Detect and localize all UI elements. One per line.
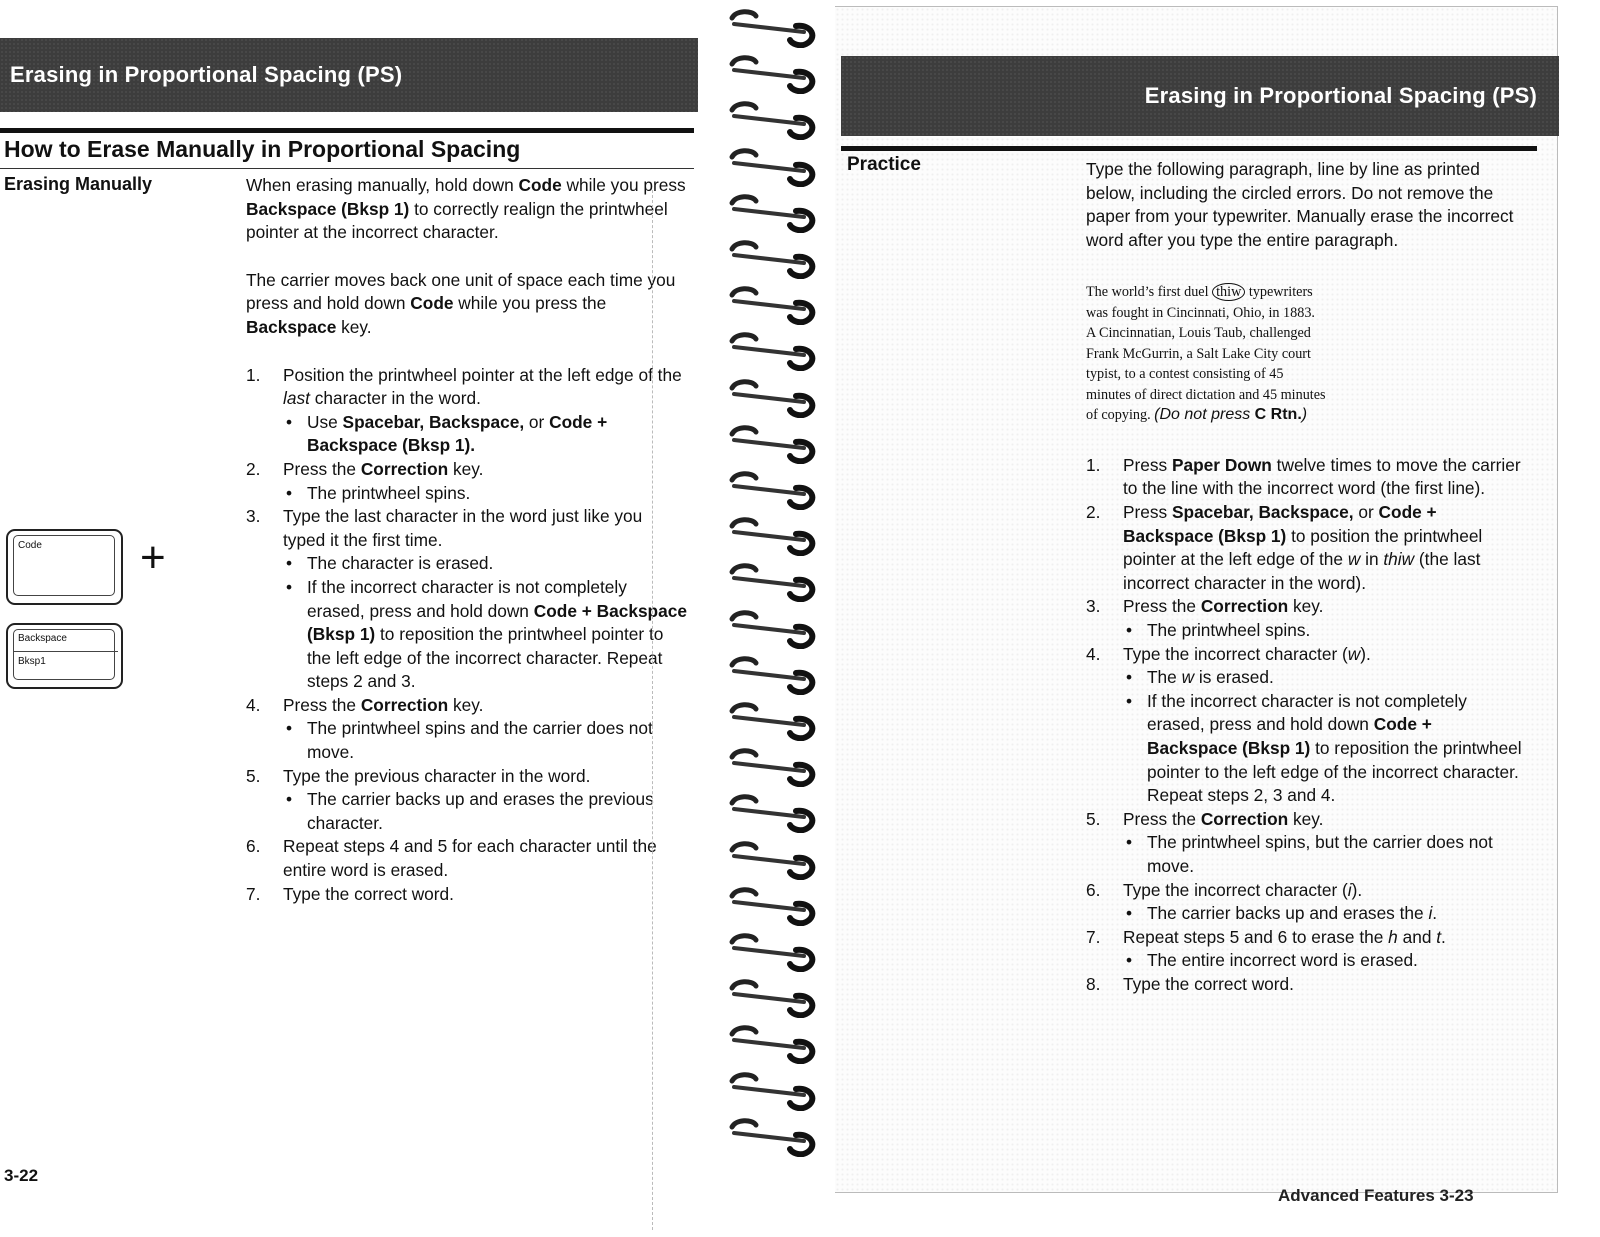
step-item xyxy=(1086,643,1522,808)
step-number: 3. xyxy=(1086,596,1101,617)
text-run: ). xyxy=(1360,643,1371,664)
bullet-item xyxy=(283,788,688,835)
bullet-icon: • xyxy=(1126,620,1133,641)
bullet-item xyxy=(1123,902,1522,926)
backspace-key-icon xyxy=(6,623,123,689)
step-text xyxy=(1123,643,1522,667)
step-item xyxy=(1086,973,1522,997)
text-run: twelve times to move the carrier to the line with the incorrect word (the first line). xyxy=(1123,454,1521,499)
step-number: 7. xyxy=(246,883,261,904)
backspace-key-label: Backspace xyxy=(18,633,67,644)
text-run: When erasing manually, hold down xyxy=(246,175,519,195)
step-item xyxy=(246,364,688,458)
bullet-icon: • xyxy=(1126,950,1133,971)
text-run: The printwheel spins, but the carrier does not move. xyxy=(1147,832,1493,876)
text-run: is erased. xyxy=(1194,667,1274,688)
step-number: 5. xyxy=(246,765,261,786)
text-run: The xyxy=(1147,667,1182,688)
text-run: key. xyxy=(448,458,484,479)
text-run: Type the correct word. xyxy=(283,883,454,904)
sample-line xyxy=(1086,303,1522,324)
bksp-key-label: Bksp1 xyxy=(18,656,46,667)
spiral-coil-icon xyxy=(726,378,816,418)
bullet-text xyxy=(1147,691,1522,805)
step-text xyxy=(1123,879,1522,903)
spiral-coil-icon xyxy=(726,609,816,649)
code-key-icon xyxy=(6,529,123,605)
circled-error: thiw xyxy=(1212,283,1245,301)
step-number: 5. xyxy=(1086,808,1101,829)
bullet-item xyxy=(1123,666,1522,690)
step-item xyxy=(246,458,688,505)
spiral-coil-icon xyxy=(726,100,816,140)
section-rule xyxy=(841,146,1537,151)
practice-steps-list xyxy=(1086,454,1522,997)
bullet-text xyxy=(1147,832,1493,876)
text-run: to reposition the printwheel pointer to the left edge of the incorrect character. Repeat steps 2, 3 and 4. xyxy=(1147,738,1522,806)
step-number: 4. xyxy=(1086,643,1101,664)
left-page xyxy=(0,0,700,1237)
practice-intro: Type the following paragraph, line by line as printed below, including the circled errors. Do not remove the paper from your typewriter. Manually erase the incorrect word after you type the entire paragraph. xyxy=(1086,159,1514,250)
thin-rule xyxy=(0,168,694,169)
spiral-coil-icon xyxy=(726,470,816,510)
bullet-item xyxy=(283,717,688,764)
text-run: and xyxy=(1397,926,1437,947)
step-item xyxy=(246,835,688,882)
left-body xyxy=(246,174,688,906)
spiral-coil-icon xyxy=(726,147,816,187)
sample-text: The world’s first duel xyxy=(1086,284,1213,301)
text-run: key. xyxy=(1288,808,1324,829)
spiral-coil-icon xyxy=(726,1071,816,1111)
sample-line xyxy=(1086,323,1522,344)
text-run: Type the previous character in the word. xyxy=(283,765,591,786)
bullet-text xyxy=(307,412,607,456)
bullet-item xyxy=(283,576,688,694)
text-run: The entire incorrect word is erased. xyxy=(1147,950,1418,971)
sample-text: typist, to a contest consisting of 45 xyxy=(1086,366,1284,383)
text-run: character in the word. xyxy=(309,388,481,409)
step-number: 2. xyxy=(246,458,261,479)
text-run: If the incorrect character is not completely erased, press and hold down xyxy=(307,576,627,621)
steps-list xyxy=(246,364,688,907)
step-text xyxy=(1123,501,1522,595)
sample-line xyxy=(1086,282,1522,303)
text-run: to position the printwheel pointer at the left edge of the xyxy=(1123,525,1483,570)
text-run: Use xyxy=(307,411,343,432)
side-heading-practice: Practice xyxy=(847,154,921,175)
bullet-list xyxy=(1123,666,1522,808)
spiral-coil-icon xyxy=(726,239,816,279)
sample-text: A Cincinnatian, Louis Taub, challenged xyxy=(1086,325,1311,342)
spiral-coil-icon xyxy=(726,1117,816,1157)
key-name-text: Backspace xyxy=(246,316,337,337)
bullet-text xyxy=(307,718,653,762)
step-text xyxy=(283,505,688,552)
step-text xyxy=(1123,973,1522,997)
left-banner xyxy=(0,38,698,112)
spiral-coil-icon xyxy=(726,8,816,48)
side-heading-erasing-manually: Erasing Manually xyxy=(4,174,153,194)
bullet-icon: • xyxy=(1126,690,1133,711)
text-run: in xyxy=(1360,549,1384,570)
bullet-text xyxy=(307,789,654,833)
step-text xyxy=(283,458,688,482)
text-run: The carrier backs up and erases the previous character. xyxy=(307,789,654,833)
text-run: The carrier backs up and erases the xyxy=(1147,903,1429,924)
bullet-text xyxy=(307,553,493,573)
code-key-label: Code xyxy=(18,540,42,551)
text-run: or xyxy=(524,411,550,432)
text-run: to reposition the printwheel pointer to the left edge of the incorrect character. Repeat steps 2 and 3. xyxy=(307,624,664,692)
spiral-coil-icon xyxy=(726,193,816,233)
text-run: Type the incorrect character ( xyxy=(1123,879,1348,900)
spiral-coil-icon xyxy=(726,655,816,695)
key-name-text: Correction xyxy=(1200,808,1289,829)
step-text xyxy=(283,835,688,882)
step-item xyxy=(1086,595,1522,642)
right-banner xyxy=(841,56,1559,136)
step-text xyxy=(283,765,688,789)
plus-sign: + xyxy=(140,533,166,582)
bullet-text xyxy=(1147,667,1274,687)
intro-paragraph xyxy=(246,269,688,340)
step-number: 6. xyxy=(1086,879,1101,900)
key-name-text: C Rtn. xyxy=(1254,406,1302,424)
emphasis-text: w xyxy=(1347,549,1361,570)
text-run: The printwheel spins. xyxy=(307,482,471,503)
bullet-icon: • xyxy=(286,482,293,503)
bullet-item xyxy=(283,482,688,506)
spiral-coil-icon xyxy=(726,932,816,972)
step-item xyxy=(246,505,688,694)
bullet-item xyxy=(283,552,688,576)
spiral-coil-icon xyxy=(726,331,816,371)
key-name-text: Code xyxy=(518,175,562,195)
bullet-icon: • xyxy=(1126,667,1133,688)
bullet-icon: • xyxy=(286,718,293,739)
right-banner-title: Erasing in Proportional Spacing (PS) xyxy=(1144,83,1537,108)
sample-text: of copying. xyxy=(1086,407,1155,424)
key-name-text: Code + Backspace (Bksp 1) xyxy=(307,600,687,645)
bullet-list xyxy=(283,482,688,506)
spiral-coil-icon xyxy=(726,747,816,787)
emphasis-text: ) xyxy=(1301,406,1308,424)
step-item xyxy=(246,694,688,765)
bullet-list xyxy=(1123,831,1522,878)
bullet-icon: • xyxy=(286,576,293,597)
text-run: or xyxy=(1353,502,1379,523)
bullet-list xyxy=(1123,619,1522,643)
text-run: while you press the xyxy=(453,293,607,314)
bullet-item xyxy=(1123,619,1522,643)
text-run: key. xyxy=(1288,596,1324,617)
emphasis-text: (Do not press xyxy=(1154,406,1255,424)
text-run: . xyxy=(1432,903,1438,924)
spiral-coil-icon xyxy=(726,701,816,741)
text-run: Press xyxy=(1123,502,1172,523)
bullet-list xyxy=(283,552,688,694)
section-rule xyxy=(0,128,694,133)
text-run: The character is erased. xyxy=(307,553,494,574)
step-number: 6. xyxy=(246,836,261,857)
spiral-coil-icon xyxy=(726,285,816,325)
spiral-coil-icon xyxy=(726,840,816,880)
bullet-icon: • xyxy=(1126,903,1133,924)
key-name-text: Spacebar, Backspace, xyxy=(342,411,525,432)
key-name-text: Correction xyxy=(1200,596,1289,617)
key-name-text: Correction xyxy=(360,458,449,479)
text-run: (the last incorrect character in the word). xyxy=(1123,549,1481,593)
step-item xyxy=(1086,454,1522,501)
step-item xyxy=(1086,926,1522,973)
text-run: . xyxy=(1441,926,1446,947)
text-run: Press the xyxy=(1123,808,1201,829)
key-name-text: Code + Backspace (Bksp 1). xyxy=(307,411,608,456)
step-number: 2. xyxy=(1086,502,1101,523)
text-run: Press the xyxy=(283,694,361,715)
sample-text: typewriters xyxy=(1245,284,1313,301)
bullet-item xyxy=(1123,690,1522,808)
text-run: while you press xyxy=(561,175,686,195)
text-run: to correctly realign the printwheel pointer at the incorrect character. xyxy=(246,198,668,243)
bullet-icon: • xyxy=(286,789,293,810)
bullet-text xyxy=(1147,903,1437,923)
section-heading: How to Erase Manually in Proportional Spacing xyxy=(4,136,521,162)
step-text xyxy=(1123,454,1522,501)
bullet-list xyxy=(1123,949,1522,973)
text-run: Repeat steps 4 and 5 for each character until the entire word is erased. xyxy=(283,836,657,881)
step-item xyxy=(1086,808,1522,879)
key-name-text: Code xyxy=(410,293,454,314)
key-name-text: Spacebar, Backspace, xyxy=(1171,502,1354,523)
typed-sample-paragraph xyxy=(1086,282,1522,426)
spiral-coil-icon xyxy=(726,793,816,833)
step-number: 7. xyxy=(1086,926,1101,947)
spiral-coil-icon xyxy=(726,424,816,464)
step-number: 4. xyxy=(246,694,261,715)
text-run: Type the incorrect character ( xyxy=(1123,643,1348,664)
bullet-item xyxy=(283,411,688,458)
bullet-list xyxy=(1123,902,1522,926)
spiral-binding xyxy=(716,0,826,1237)
text-run: The printwheel spins. xyxy=(1147,620,1311,641)
text-run: Press the xyxy=(1123,596,1201,617)
step-number: 3. xyxy=(246,506,261,527)
spiral-coil-icon xyxy=(726,1024,816,1064)
step-number: 1. xyxy=(1086,454,1101,475)
emphasis-text: i xyxy=(1347,879,1352,900)
key-name-text: Paper Down xyxy=(1171,454,1272,475)
step-item xyxy=(246,883,688,907)
bullet-icon: • xyxy=(286,411,293,432)
bullet-item xyxy=(1123,831,1522,878)
bullet-list xyxy=(283,788,688,835)
sample-line xyxy=(1086,405,1522,426)
bullet-text xyxy=(307,483,470,503)
step-text xyxy=(283,694,688,718)
sample-text: minutes of direct dictation and 45 minutes xyxy=(1086,386,1326,403)
text-run: key. xyxy=(448,694,484,715)
page-number-partial: Advanced Features 3-23 xyxy=(1278,1186,1474,1205)
sample-note xyxy=(1154,406,1307,423)
text-run: Repeat steps 5 and 6 to erase the xyxy=(1123,926,1389,947)
text-run: The printwheel spins and the carrier does not move. xyxy=(307,718,653,763)
text-run: Press the xyxy=(283,458,361,479)
emphasis-text: thiw xyxy=(1383,549,1415,570)
emphasis-text: w xyxy=(1347,643,1361,664)
emphasis-text: i xyxy=(1428,903,1433,924)
step-item xyxy=(1086,879,1522,926)
left-banner-title: Erasing in Proportional Spacing (PS) xyxy=(10,62,403,87)
text-run: Type the correct word. xyxy=(1123,973,1294,994)
text-run: key. xyxy=(336,316,372,337)
bullet-text xyxy=(1147,620,1310,640)
key-name-text: Code + Backspace (Bksp 1) xyxy=(1147,714,1432,758)
bullet-list xyxy=(283,717,688,764)
spiral-coil-icon xyxy=(726,978,816,1018)
step-text xyxy=(1123,808,1522,832)
emphasis-text: h xyxy=(1388,926,1398,947)
text-run: ). xyxy=(1351,879,1363,900)
sample-line xyxy=(1086,344,1522,365)
spiral-coil-icon xyxy=(726,516,816,556)
step-item xyxy=(246,765,688,836)
sample-text: was fought in Cincinnati, Ohio, in 1883. xyxy=(1086,304,1315,321)
sample-text: Frank McGurrin, a Salt Lake City court xyxy=(1086,345,1311,362)
bullet-icon: • xyxy=(1126,832,1133,853)
emphasis-text: t xyxy=(1436,926,1442,947)
text-run: The carrier moves back one unit of space each time you press and hold down xyxy=(246,269,676,314)
spiral-coil-icon xyxy=(726,886,816,926)
bullet-item xyxy=(1123,949,1522,973)
key-name-text: Code + Backspace (Bksp 1) xyxy=(1123,502,1437,546)
emphasis-text: last xyxy=(283,388,310,409)
spiral-coil-icon xyxy=(726,54,816,94)
bullet-text xyxy=(307,577,687,691)
step-text xyxy=(283,364,688,411)
text-run: If the incorrect character is not completely erased, press and hold down xyxy=(1147,690,1467,735)
emphasis-text: w xyxy=(1181,667,1195,688)
step-number: 8. xyxy=(1086,973,1101,994)
right-body xyxy=(1086,158,1522,997)
step-item xyxy=(1086,501,1522,595)
page-number: 3-22 xyxy=(4,1166,39,1185)
step-text xyxy=(283,883,688,907)
sample-line xyxy=(1086,385,1522,406)
step-text xyxy=(1123,595,1522,619)
step-number: 1. xyxy=(246,364,261,385)
text-run: Type the last character in the word just like you typed it the first time. xyxy=(283,506,643,550)
text-run: Press xyxy=(1123,454,1172,475)
sample-line xyxy=(1086,364,1522,385)
bullet-icon: • xyxy=(286,553,293,574)
bullet-list xyxy=(283,411,688,458)
key-name-text: Backspace (Bksp 1) xyxy=(246,198,410,219)
intro-paragraph xyxy=(246,174,688,245)
text-run: Position the printwheel pointer at the left edge of the xyxy=(283,364,682,385)
spiral-coil-icon xyxy=(726,562,816,602)
key-name-text: Correction xyxy=(360,694,449,715)
step-text xyxy=(1123,926,1522,950)
bullet-text xyxy=(1147,950,1418,970)
